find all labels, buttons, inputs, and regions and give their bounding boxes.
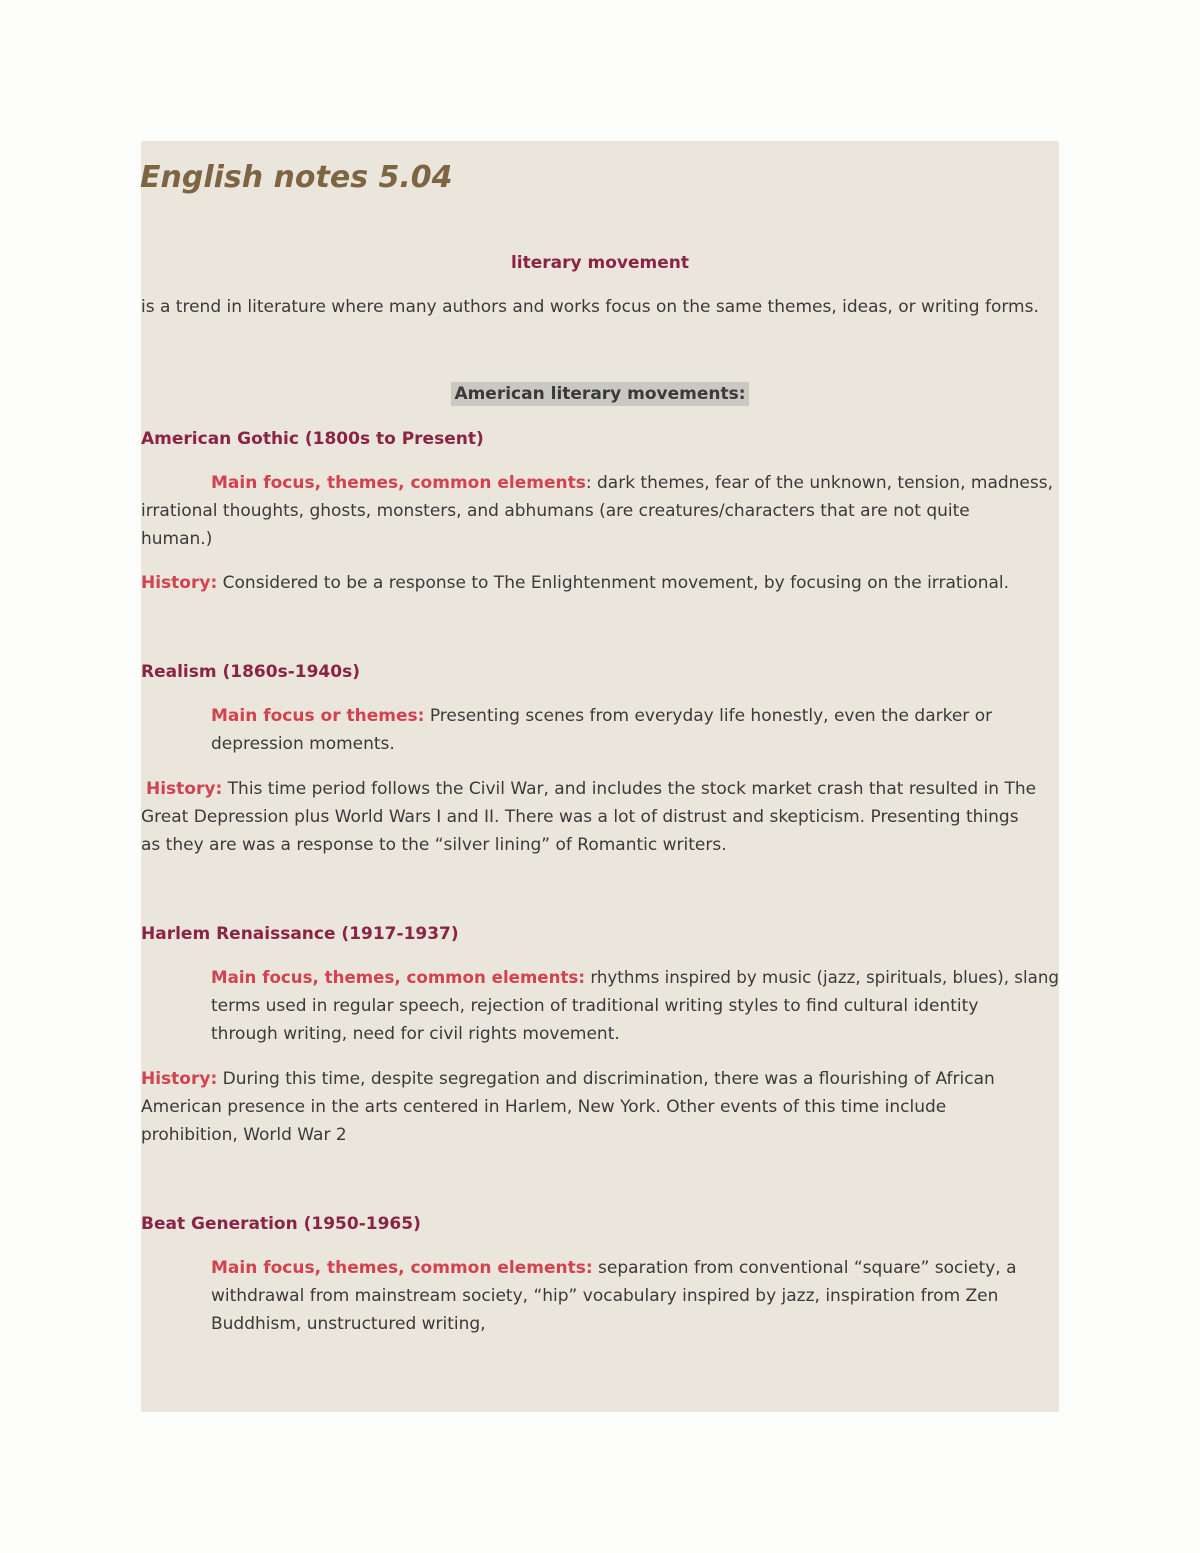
gothic-focus-line-1 <box>211 469 1053 497</box>
section-heading <box>141 380 1059 408</box>
realism-focus-text-1: Presenting scenes from everyday life honestly, even the darker or <box>424 706 993 726</box>
harlem-history-line-2: American presence in the arts centered in Harlem, New York. Other events of this time include <box>141 1097 947 1117</box>
realism-focus-label: Main focus or themes: <box>211 706 425 726</box>
movement-heading-beat-generation: Beat Generation (1950-1965) <box>141 1214 421 1234</box>
definition-text: is a trend in literature where many authors and works focus on the same themes, ideas, or writing forms. <box>141 297 1039 317</box>
movement-heading-harlem-renaissance: Harlem Renaissance (1917-1937) <box>141 924 459 944</box>
beat-focus-line-1 <box>211 1254 1017 1282</box>
gothic-focus-line-2: irrational thoughts, ghosts, monsters, and abhumans (are creatures/characters that are not quite <box>141 501 970 521</box>
gothic-focus-label: Main focus, themes, common elements <box>211 473 586 493</box>
movement-heading-american-gothic: American Gothic (1800s to Present) <box>141 429 484 449</box>
gothic-history-label: History: <box>141 573 218 593</box>
harlem-history-label: History: <box>141 1069 218 1089</box>
definition-term: literary movement <box>510 253 690 273</box>
harlem-history-line-1 <box>141 1065 995 1093</box>
harlem-history-text-1: During this time, despite segregation and discrimination, there was a flourishing of African <box>217 1069 995 1089</box>
harlem-focus-line-2: terms used in regular speech, rejection of traditional writing styles to find cultural identity <box>211 996 979 1016</box>
harlem-focus-text-1: rhythms inspired by music (jazz, spirituals, blues), slang <box>585 968 1059 988</box>
beat-focus-label: Main focus, themes, common elements: <box>211 1258 593 1278</box>
harlem-history-line-3: prohibition, World War 2 <box>141 1125 347 1145</box>
beat-focus-line-3: Buddhism, unstructured writing, <box>211 1314 486 1334</box>
gothic-focus-line-3: human.) <box>141 529 213 549</box>
realism-history-label: History: <box>146 779 223 799</box>
section-heading-highlight: American literary movements: <box>451 382 748 406</box>
realism-focus-line-2: depression moments. <box>211 734 395 754</box>
movement-heading-realism: Realism (1860s-1940s) <box>141 662 360 682</box>
beat-focus-text-1: separation from conventional “square” society, a <box>592 1258 1017 1278</box>
realism-history-text-1: This time period follows the Civil War, and includes the stock market crash that resulted in The <box>222 779 1037 799</box>
beat-focus-line-2: withdrawal from mainstream society, “hip” vocabulary inspired by jazz, inspiration from Zen <box>211 1286 999 1306</box>
gothic-focus-text-1: : dark themes, fear of the unknown, tension, madness, <box>585 473 1054 493</box>
realism-history-line-3: as they are was a response to the “silver lining” of Romantic writers. <box>141 835 727 855</box>
document-title: English notes 5.04 <box>140 160 453 195</box>
realism-history-line-2: Great Depression plus World Wars I and II. There was a lot of distrust and skepticism. Presenting things <box>141 807 1019 827</box>
harlem-focus-line-3: through writing, need for civil rights movement. <box>211 1024 620 1044</box>
harlem-focus-line-1 <box>211 964 1059 992</box>
realism-history-line-1 <box>146 775 1036 803</box>
gothic-history-text-1: Considered to be a response to The Enlightenment movement, by focusing on the irrational. <box>217 573 1010 593</box>
harlem-focus-label: Main focus, themes, common elements: <box>211 968 586 988</box>
gothic-history-line-1 <box>141 569 1009 597</box>
realism-focus-line-1 <box>211 702 992 730</box>
